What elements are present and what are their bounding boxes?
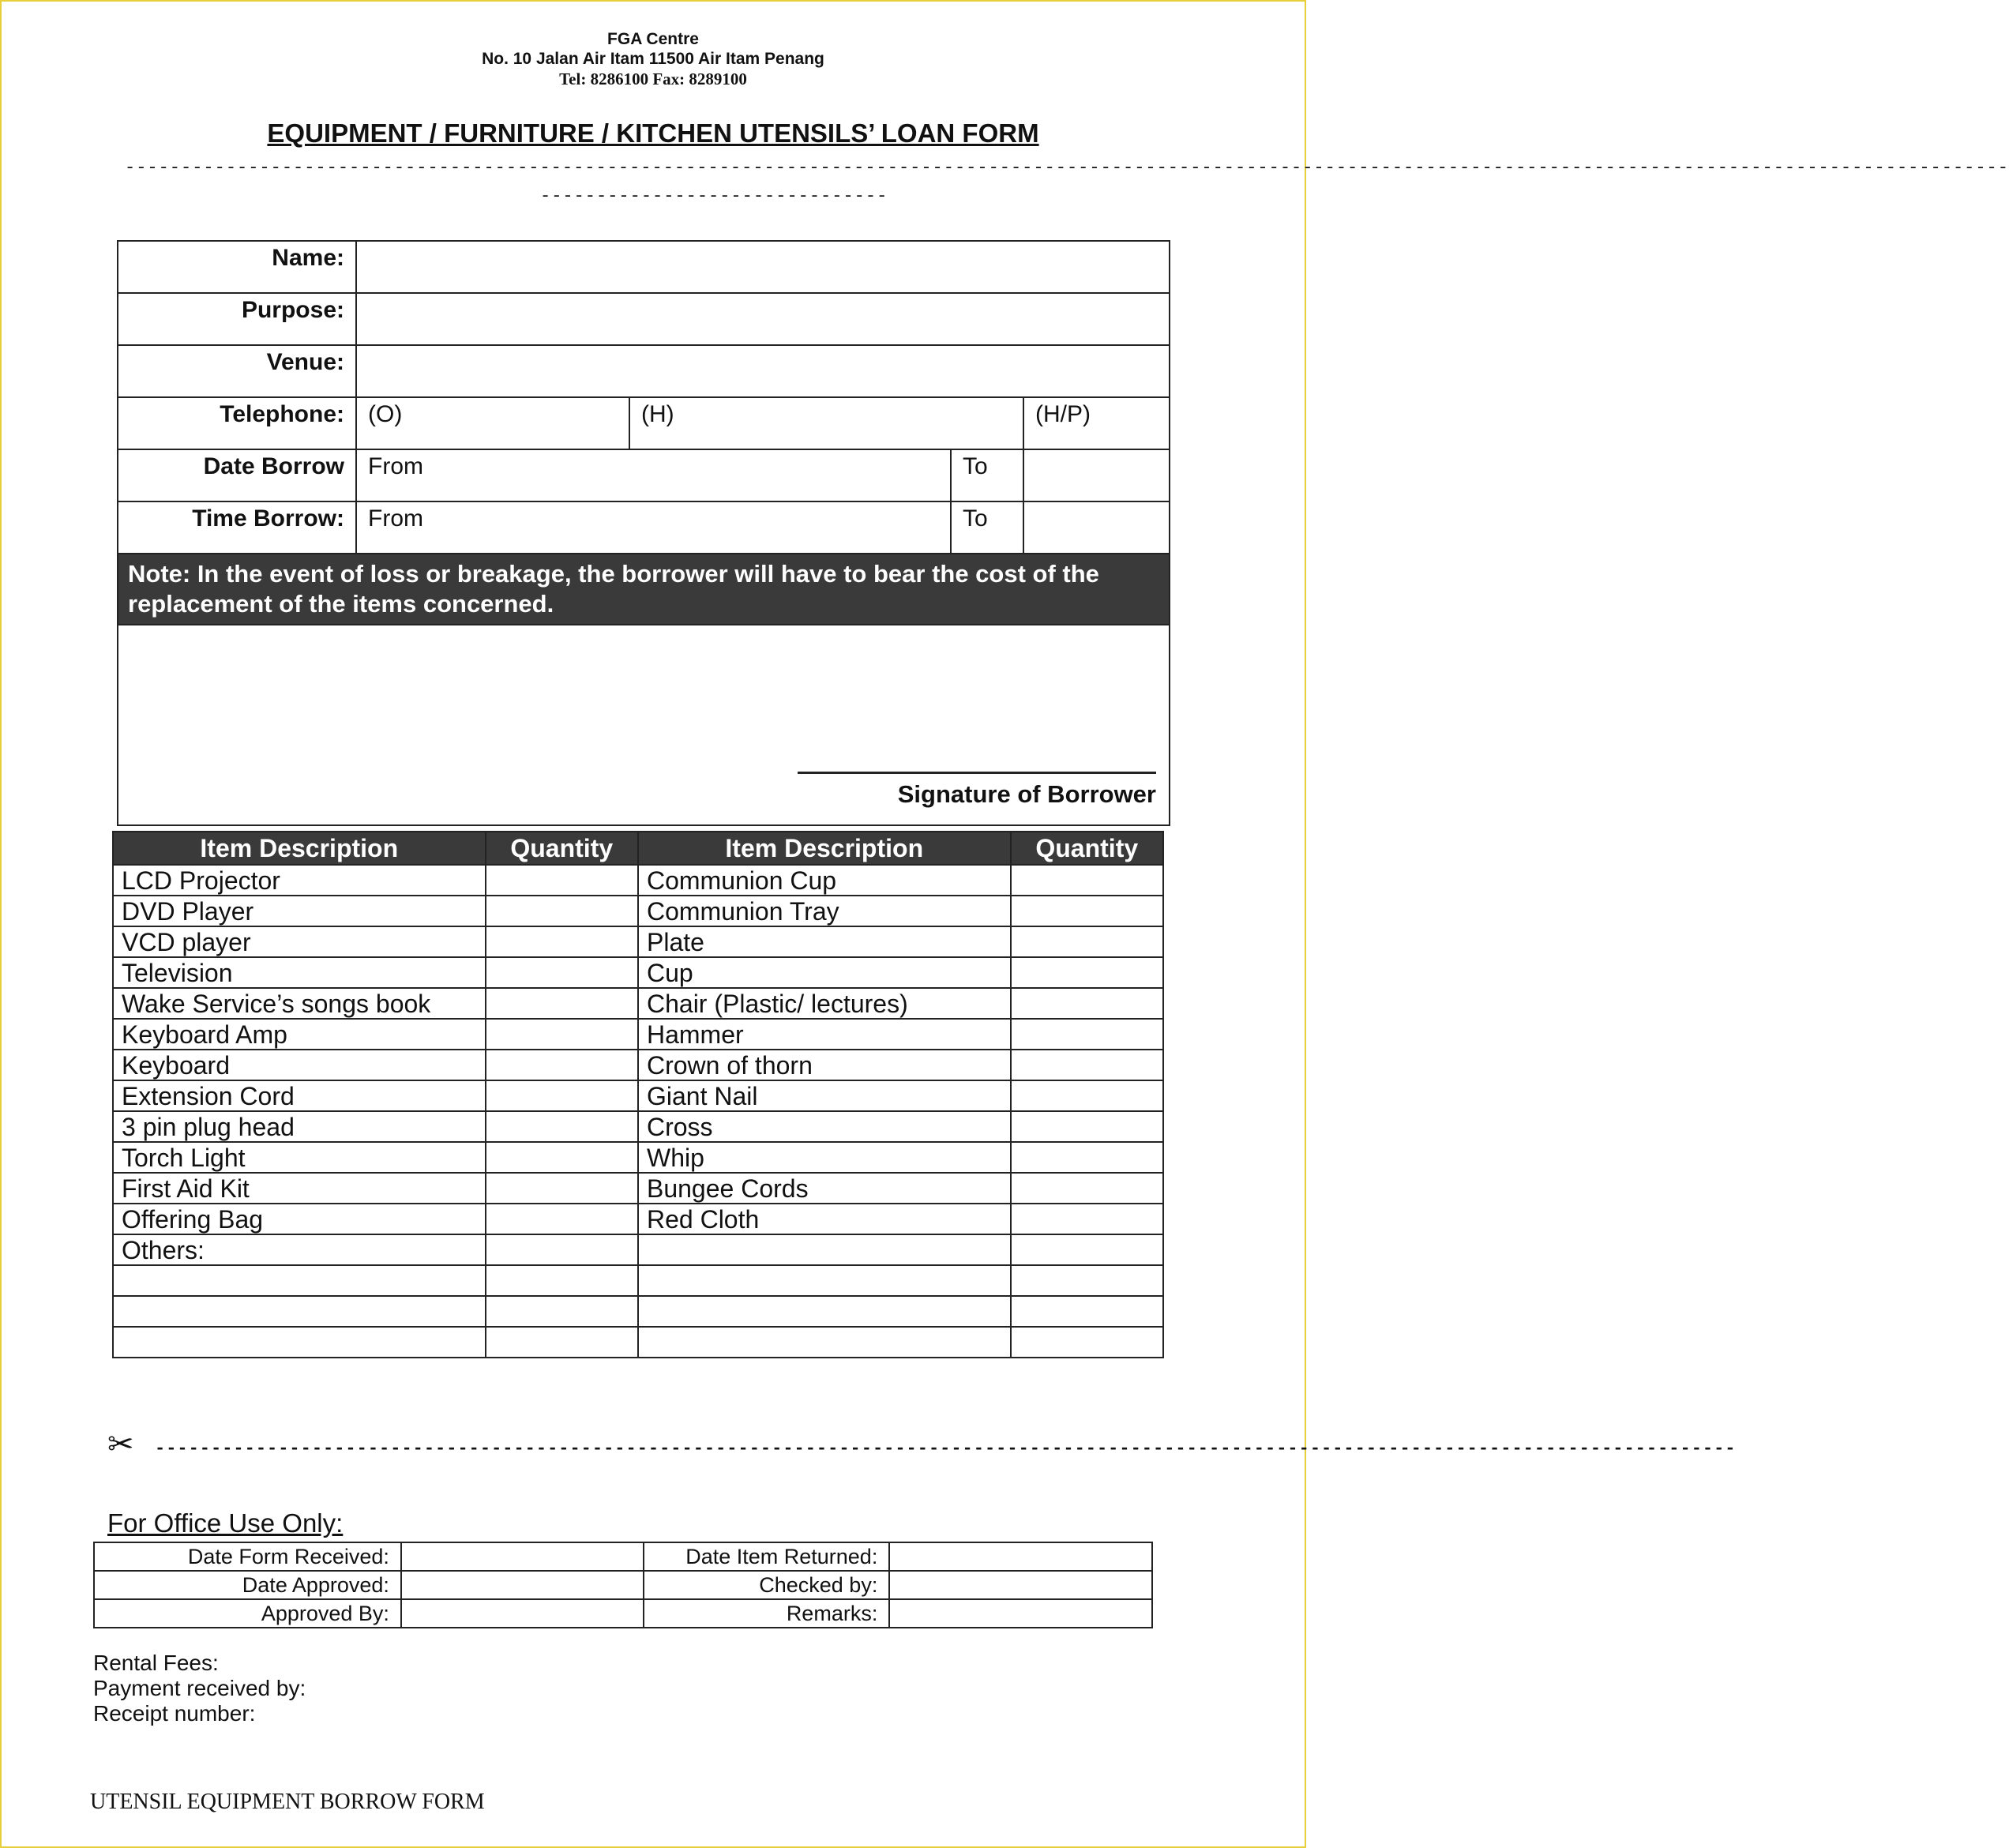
quantity-field-left[interactable] (486, 1019, 638, 1050)
quantity-field-right[interactable] (1011, 865, 1163, 896)
quantity-field-left[interactable] (486, 957, 638, 988)
item-description-right: Whip (638, 1142, 1011, 1173)
item-description-left: First Aid Kit (113, 1173, 486, 1204)
item-row (113, 957, 1163, 988)
date-approved-field[interactable] (401, 1571, 644, 1599)
item-row (113, 1265, 1163, 1296)
date-item-returned-field[interactable] (889, 1542, 1152, 1571)
header-item-description-right: Item Description (638, 832, 1011, 865)
title-divider-2: ------------------------------- (540, 186, 888, 206)
tel-office-label: (O) (368, 401, 403, 427)
purpose-label: Purpose: (118, 293, 356, 345)
item-description-right (638, 1265, 1011, 1296)
quantity-field-left[interactable] (486, 1296, 638, 1327)
time-borrow-label: Time Borrow: (118, 501, 356, 554)
item-row (113, 1142, 1163, 1173)
item-row (113, 1111, 1163, 1142)
quantity-field-right[interactable] (1011, 1234, 1163, 1265)
item-description-left: LCD Projector (113, 865, 486, 896)
item-row (113, 1080, 1163, 1111)
header-item-description-left: Item Description (113, 832, 486, 865)
quantity-field-right[interactable] (1011, 1080, 1163, 1111)
item-description-left: Offering Bag (113, 1204, 486, 1234)
checked-by-label: Checked by: (644, 1571, 889, 1599)
date-approved-label: Date Approved: (94, 1571, 401, 1599)
time-from-label: From (368, 505, 423, 531)
item-description-left: Extension Cord (113, 1080, 486, 1111)
item-description-left: Television (113, 957, 486, 988)
time-to-label: To (951, 501, 1023, 554)
date-borrow-label: Date Borrow (118, 449, 356, 501)
cut-line: --------------------------------------------------------------------------------------------------------------------------------------------- (155, 1439, 1737, 1459)
scissors-icon: ✂ (107, 1427, 134, 1462)
tel-office-field[interactable] (356, 397, 629, 449)
date-to-label: To (951, 449, 1023, 501)
quantity-field-left[interactable] (486, 1142, 638, 1173)
quantity-field-left[interactable] (486, 926, 638, 957)
quantity-field-right[interactable] (1011, 988, 1163, 1019)
quantity-field-left[interactable] (486, 1050, 638, 1080)
quantity-field-left[interactable] (486, 1111, 638, 1142)
item-row (113, 1327, 1163, 1358)
quantity-field-right[interactable] (1011, 957, 1163, 988)
item-description-right: Communion Cup (638, 865, 1011, 896)
quantity-field-right[interactable] (1011, 926, 1163, 957)
org-name: FGA Centre (607, 30, 699, 48)
item-description-left: Torch Light (113, 1142, 486, 1173)
quantity-field-right[interactable] (1011, 1050, 1163, 1080)
time-to-field[interactable] (1023, 501, 1170, 554)
item-row (113, 988, 1163, 1019)
item-description-right: Crown of thorn (638, 1050, 1011, 1080)
rental-fees-label: Rental Fees: (93, 1651, 219, 1675)
item-description-right: Hammer (638, 1019, 1011, 1050)
quantity-field-right[interactable] (1011, 1019, 1163, 1050)
item-description-left (113, 1265, 486, 1296)
quantity-field-right[interactable] (1011, 1173, 1163, 1204)
item-description-right: Cross (638, 1111, 1011, 1142)
quantity-field-left[interactable] (486, 988, 638, 1019)
item-row (113, 1173, 1163, 1204)
quantity-field-right[interactable] (1011, 1265, 1163, 1296)
org-contact: Tel: 8286100 Fax: 8289100 (559, 69, 747, 88)
item-description-right: Cup (638, 957, 1011, 988)
telephone-label: Telephone: (118, 397, 356, 449)
item-description-left: Wake Service’s songs book (113, 988, 486, 1019)
approved-by-field[interactable] (401, 1599, 644, 1628)
item-description-right: Red Cloth (638, 1204, 1011, 1234)
item-row (113, 1050, 1163, 1080)
item-description-left: Others: (113, 1234, 486, 1265)
item-row (113, 1234, 1163, 1265)
signature-area[interactable] (118, 625, 1170, 825)
payment-received-by-label: Payment received by: (93, 1676, 306, 1700)
quantity-field-left[interactable] (486, 865, 638, 896)
form-footer: UTENSIL EQUIPMENT BORROW FORM (90, 1790, 485, 1814)
form-title: EQUIPMENT / FURNITURE / KITCHEN UTENSILS’ LOAN FORM (267, 118, 1039, 148)
item-description-left: 3 pin plug head (113, 1111, 486, 1142)
item-description-left: DVD Player (113, 896, 486, 926)
tel-hp-field[interactable] (1023, 397, 1170, 449)
quantity-field-left[interactable] (486, 1234, 638, 1265)
item-description-right: Bungee Cords (638, 1173, 1011, 1204)
quantity-field-left[interactable] (486, 1080, 638, 1111)
quantity-field-left[interactable] (486, 896, 638, 926)
items-table-body (113, 865, 1163, 1358)
venue-label: Venue: (118, 345, 356, 397)
signature-label: Signature of Borrower (897, 780, 1156, 808)
date-to-field[interactable] (1023, 449, 1170, 501)
item-description-right (638, 1234, 1011, 1265)
name-label: Name: (118, 241, 356, 293)
signature-line (798, 772, 1156, 774)
item-row (113, 1296, 1163, 1327)
checked-by-field[interactable] (889, 1571, 1152, 1599)
office-use-heading: For Office Use Only: (107, 1508, 344, 1538)
venue-field[interactable] (356, 345, 1170, 397)
header-quantity-right: Quantity (1011, 832, 1163, 865)
item-description-left (113, 1296, 486, 1327)
time-from-field[interactable] (356, 501, 951, 554)
items-table (112, 831, 1164, 1358)
quantity-field-right[interactable] (1011, 1111, 1163, 1142)
quantity-field-right[interactable] (1011, 1142, 1163, 1173)
quantity-field-right[interactable] (1011, 1296, 1163, 1327)
date-from-field[interactable] (356, 449, 951, 501)
header-quantity-left: Quantity (486, 832, 638, 865)
quantity-field-left[interactable] (486, 1204, 638, 1234)
remarks-field[interactable] (889, 1599, 1152, 1628)
item-description-right: Communion Tray (638, 896, 1011, 926)
quantity-field-right[interactable] (1011, 1327, 1163, 1358)
receipt-number-label: Receipt number: (93, 1701, 256, 1726)
item-row (113, 1019, 1163, 1050)
date-item-returned-label: Date Item Returned: (644, 1542, 889, 1571)
tel-home-label: (H) (641, 401, 674, 427)
item-description-right (638, 1327, 1011, 1358)
purpose-field[interactable] (356, 293, 1170, 345)
name-field[interactable] (356, 241, 1170, 293)
office-use-table (93, 1542, 1153, 1628)
item-description-left: VCD player (113, 926, 486, 957)
remarks-label: Remarks: (644, 1599, 889, 1628)
org-address: No. 10 Jalan Air Itam 11500 Air Itam Penang (482, 50, 824, 68)
item-description-left: Keyboard Amp (113, 1019, 486, 1050)
quantity-field-left[interactable] (486, 1173, 638, 1204)
approved-by-label: Approved By: (94, 1599, 401, 1628)
payment-section (93, 1651, 306, 1726)
quantity-field-right[interactable] (1011, 1204, 1163, 1234)
item-row (113, 926, 1163, 957)
item-description-left: Keyboard (113, 1050, 486, 1080)
quantity-field-left[interactable] (486, 1327, 638, 1358)
date-form-received-field[interactable] (401, 1542, 644, 1571)
item-row (113, 865, 1163, 896)
item-description-right: Chair (Plastic/ lectures) (638, 988, 1011, 1019)
quantity-field-left[interactable] (486, 1265, 638, 1296)
item-description-left (113, 1327, 486, 1358)
item-description-right: Plate (638, 926, 1011, 957)
item-row (113, 896, 1163, 926)
date-from-label: From (368, 453, 423, 479)
title-divider: ------------------------------------------------------------------------------------------------------------------------------------------------------------------------ (125, 158, 2009, 178)
borrower-details-table (117, 240, 1170, 826)
quantity-field-right[interactable] (1011, 896, 1163, 926)
item-row (113, 1204, 1163, 1234)
date-form-received-label: Date Form Received: (94, 1542, 401, 1571)
tel-hp-label: (H/P) (1035, 401, 1091, 427)
loss-note: Note: In the event of loss or breakage, the borrower will have to bear the cost of the replacement of the items concerned. (118, 554, 1170, 625)
item-description-right (638, 1296, 1011, 1327)
tel-home-field[interactable] (629, 397, 1023, 449)
item-description-right: Giant Nail (638, 1080, 1011, 1111)
